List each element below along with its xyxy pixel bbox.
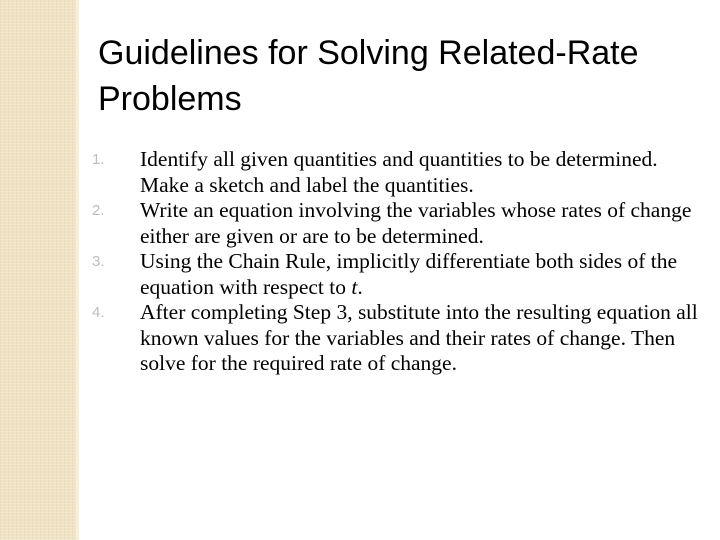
step-text-main: After completing Step 3, substitute into the resulting equation all known values for the variables and their rates of change. Then solve for the required rate of change. xyxy=(140,300,698,375)
step-number: 4. xyxy=(92,304,105,321)
step-number: 3. xyxy=(92,253,105,270)
step-text-main: Using the Chain Rule, implicitly differentiate both sides of the equation with respect to xyxy=(140,249,678,299)
step-text xyxy=(140,198,699,249)
step-text-end: . xyxy=(357,274,363,299)
decorative-side-band xyxy=(0,0,79,540)
step-text xyxy=(140,249,699,300)
step-number: 1. xyxy=(92,151,105,168)
step-2 xyxy=(79,198,699,249)
step-4 xyxy=(79,300,699,377)
slide-title: Guidelines for Solving Related-Rate Problems xyxy=(98,34,639,118)
step-1 xyxy=(79,147,699,198)
step-text xyxy=(140,147,699,198)
variable-t: t xyxy=(351,274,358,299)
step-text-main: Write an equation involving the variables whose rates of change either are given or are to be determined. xyxy=(140,198,692,248)
step-number: 2. xyxy=(92,202,105,219)
steps-list xyxy=(79,147,699,377)
step-text-main: Identify all given quantities and quantities to be determined. Make a sketch and label the quantities. xyxy=(140,147,658,197)
step-3 xyxy=(79,249,699,300)
step-text xyxy=(140,300,699,377)
